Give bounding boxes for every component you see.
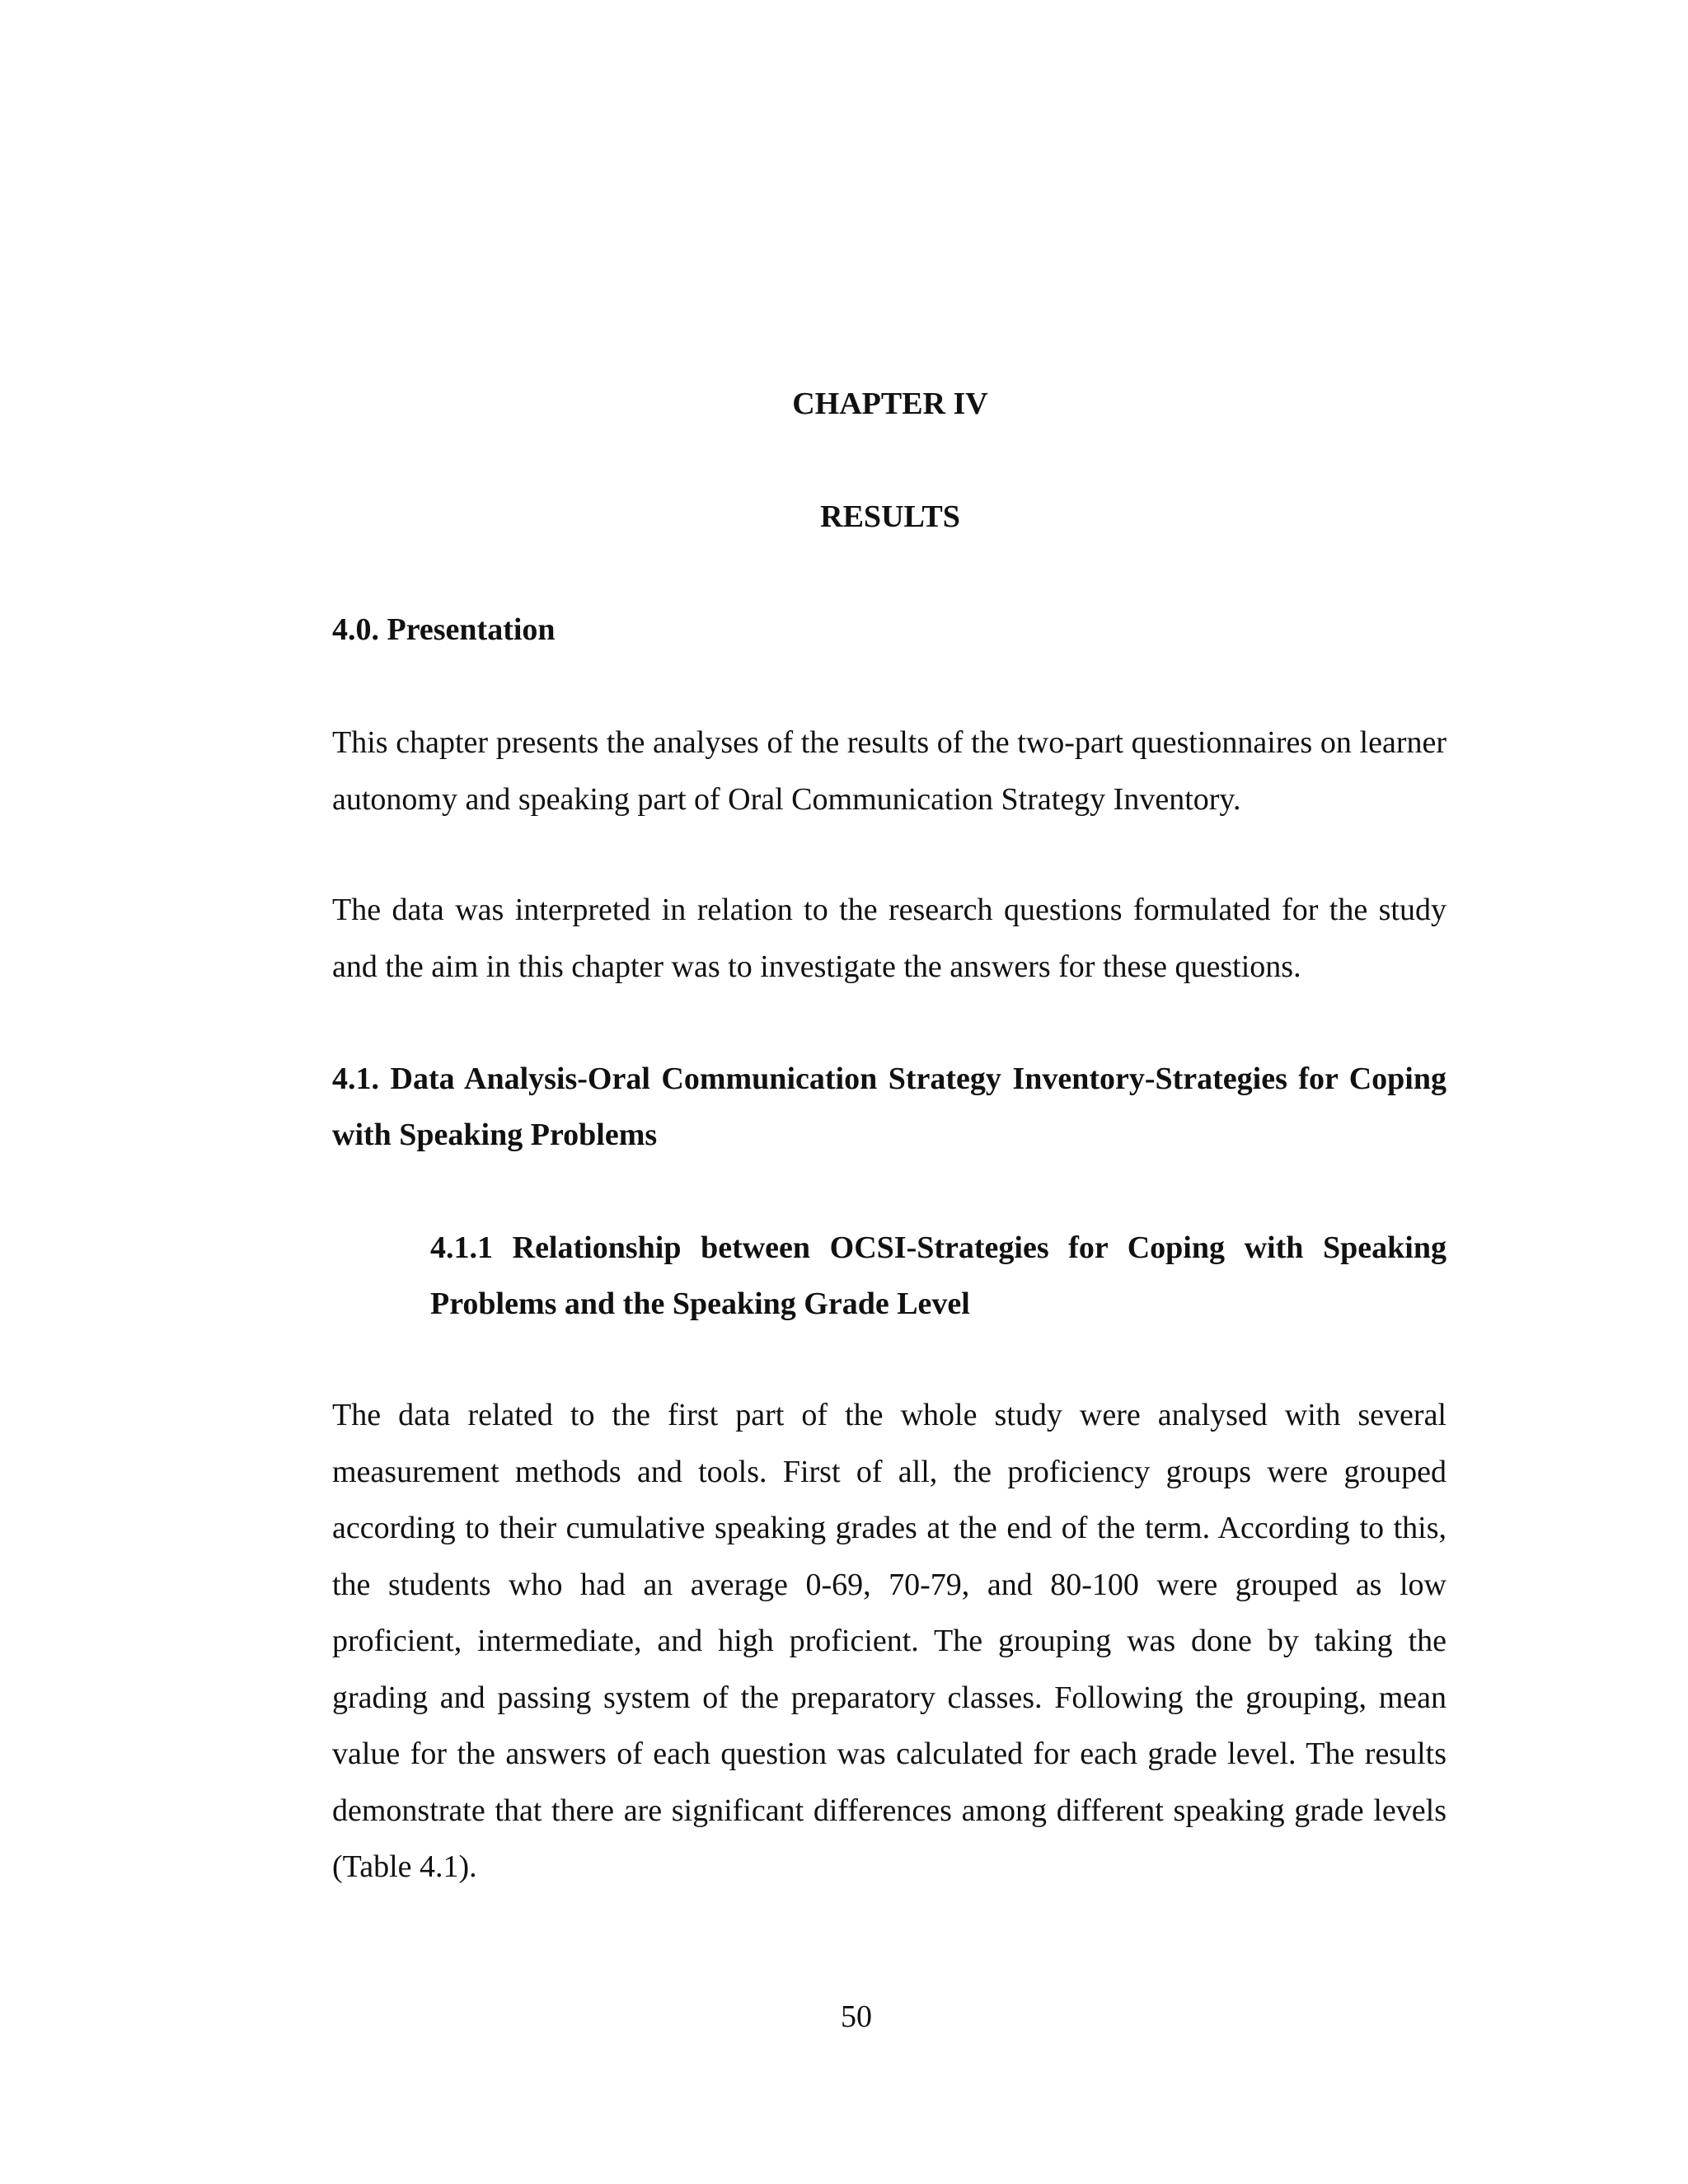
- chapter-label: CHAPTER IV: [792, 387, 988, 421]
- paragraph-intro: [332, 715, 1447, 827]
- section-heading-text: 4.1. Data Analysis-Oral Communication Strategy Inventory-Strategies for Coping with Speaking Problems: [332, 1062, 1447, 1152]
- paragraph-text: This chapter presents the analyses of the results of the two-part questionnaires on learner autonomy and speaking part of Oral Communication Strategy Inventory.: [332, 725, 1447, 817]
- chapter-title: RESULTS: [820, 499, 960, 534]
- paragraph-data-interpretation: [332, 882, 1447, 995]
- page-number: 50: [841, 1999, 872, 2034]
- paragraph-text: The data was interpreted in relation to the research questions formulated for the study and the aim in this chapter was to investigate the answers for these questions.: [332, 893, 1447, 984]
- paragraph-analysis: [332, 1387, 1447, 1896]
- section-heading-text: 4.0. Presentation: [332, 612, 556, 647]
- section-heading-presentation: [332, 602, 1447, 658]
- section-heading-data-analysis: [332, 1051, 1447, 1163]
- paragraph-text: The data related to the first part of the whole study were analysed with several measurement methods and tools. First of all, the proficiency groups were grouped according to their cumulative speaking grades at the end of the term. According to this, the students who had an average 0-69, 70-79, and 80-100 were grouped as low proficient, intermediate, and high proficient. The grouping was done by taking the grading and passing system of the preparatory classes. Following the grouping, mean value for the answers of each question was calculated for each grade level. The results demonstrate that there are significant differences among different speaking grade levels (Table 4.1).: [332, 1398, 1447, 1884]
- subsection-heading-4-1-1: 4.1.1 Relationship between OCSI-Strategies for Coping with Speaking Problems and the Speaking Grade Level: [430, 1230, 1447, 1321]
